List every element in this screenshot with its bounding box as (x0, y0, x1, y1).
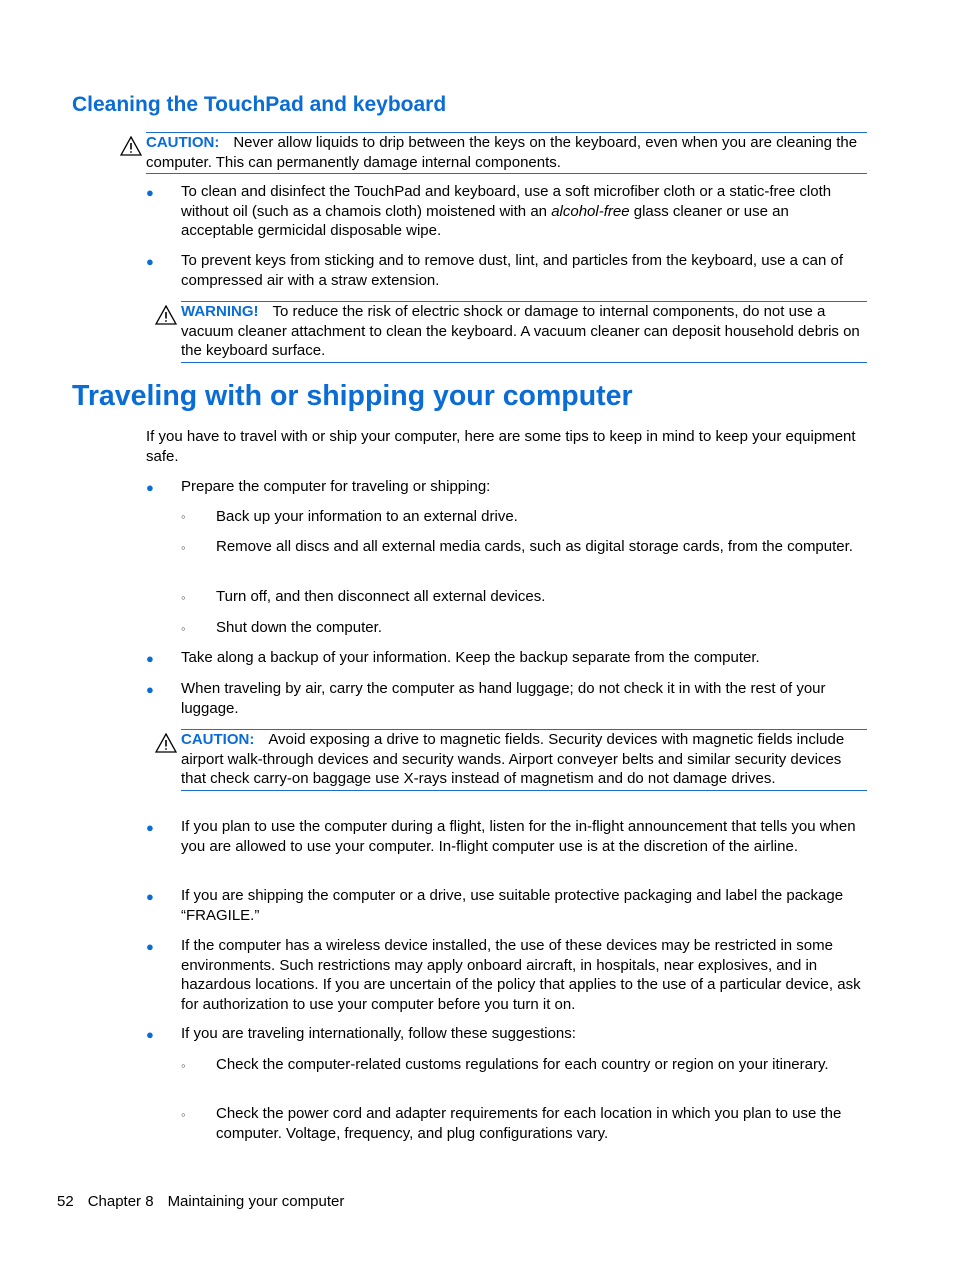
bullet-icon: ● (146, 939, 154, 954)
list-item-hand-luggage: When traveling by air, carry the computer as hand luggage; do not check it in with the rest of your luggage. (181, 680, 826, 717)
list-item-text: To clean and disinfect the TouchPad and keyboard, use a soft microfiber cloth or a static-free cloth without oil (such as a chamois cloth) moistened with an (181, 183, 832, 220)
caution-icon (120, 136, 142, 156)
intro-paragraph: If you have to travel with or ship your computer, here are some tips to keep in mind to keep your equipment safe. (146, 428, 856, 465)
caution-icon (155, 733, 177, 753)
sub-bullet-icon: ◦ (181, 1058, 186, 1073)
bullet-icon: ● (146, 889, 154, 904)
sub-bullet-icon: ◦ (181, 1107, 186, 1122)
bullet-icon: ● (146, 651, 154, 666)
list-item-prevent-sticking: To prevent keys from sticking and to remove dust, lint, and particles from the keyboard, use a can of compressed air with a straw extension. (181, 252, 843, 289)
warning-icon (155, 305, 177, 325)
warning-text: To reduce the risk of electric shock or damage to internal components, do not use a vacuum cleaner attachment to clean the keyboard. A vacuum cleaner can deposit household debris on the keyboard surface. (181, 303, 860, 359)
sub-list-item-shutdown: Shut down the computer. (216, 619, 382, 636)
sub-bullet-icon: ◦ (181, 621, 186, 636)
caution-notice-magnetic (181, 729, 867, 791)
list-item-international: If you are traveling internationally, follow these suggestions: (181, 1025, 576, 1042)
sub-bullet-icon: ◦ (181, 540, 186, 555)
page-footer (57, 1192, 344, 1212)
bullet-icon: ● (146, 1027, 154, 1042)
caution-text: Never allow liquids to drip between the keys on the keyboard, even when you are cleaning the computer. This can permanently damage internal components. (146, 134, 858, 171)
caution-label: CAUTION: (181, 731, 255, 748)
sub-list-item-backup: Back up your information to an external drive. (216, 508, 518, 525)
page-number: 52 (57, 1193, 74, 1210)
list-item-prepare: Prepare the computer for traveling or shipping: (181, 478, 491, 495)
list-item-emphasis: alcohol-free (551, 202, 630, 220)
bullet-icon: ● (146, 185, 154, 200)
section-heading-cleaning: Cleaning the TouchPad and keyboard (72, 93, 447, 116)
chapter-label: Chapter 8 (87, 1193, 154, 1210)
bullet-icon: ● (146, 682, 154, 697)
sub-bullet-icon: ◦ (181, 509, 186, 524)
list-item-wireless: If the computer has a wireless device installed, the use of these devices may be restricted in some environments. Such restrictions may apply onboard aircraft, in hospitals, near explosives, and in hazardous locations. If you are uncertain of the policy that applies to the use of a particular device, ask for authorization to use your computer before you turn it on. (181, 937, 861, 1013)
chapter-title: Maintaining your computer (167, 1193, 345, 1210)
bullet-icon: ● (146, 480, 154, 495)
warning-notice-vacuum (181, 301, 867, 363)
bullet-icon: ● (146, 820, 154, 835)
sub-list-item-power-cord: Check the power cord and adapter requirements for each location in which you plan to use the computer. Voltage, frequency, and plug configurations vary. (216, 1105, 842, 1142)
list-item-shipping: If you are shipping the computer or a drive, use suitable protective packaging and label the package “FRAGILE.” (181, 887, 844, 924)
bullet-icon: ● (146, 254, 154, 269)
sub-list-item-customs: Check the computer-related customs regulations for each country or region on your itinerary. (216, 1056, 829, 1073)
caution-notice-liquids (146, 132, 867, 174)
caution-text: Avoid exposing a drive to magnetic fields. Security devices with magnetic fields include airport walk-through devices and security wands. Airport conveyer belts and similar security devices that check carry-on baggage use X-rays instead of magnetism and do not damage drives. (181, 731, 845, 787)
warning-label: WARNING! (181, 303, 259, 320)
section-heading-traveling: Traveling with or shipping your computer (72, 380, 633, 412)
sub-list-item-disconnect: Turn off, and then disconnect all external devices. (216, 588, 546, 605)
list-item-take-backup: Take along a backup of your information. Keep the backup separate from the computer. (181, 649, 760, 666)
caution-label: CAUTION: (146, 134, 220, 151)
list-item-in-flight: If you plan to use the computer during a flight, listen for the in-flight announcement that tells you when you are allowed to use your computer. In-flight computer use is at the discretion of the airline. (181, 818, 856, 855)
sub-list-item-remove-discs: Remove all discs and all external media cards, such as digital storage cards, from the computer. (216, 538, 853, 555)
sub-bullet-icon: ◦ (181, 590, 186, 605)
list-item-clean-disinfect (181, 182, 861, 241)
list-item-text: glass cleaner or use an acceptable germicidal disposable wipe. (181, 202, 789, 239)
